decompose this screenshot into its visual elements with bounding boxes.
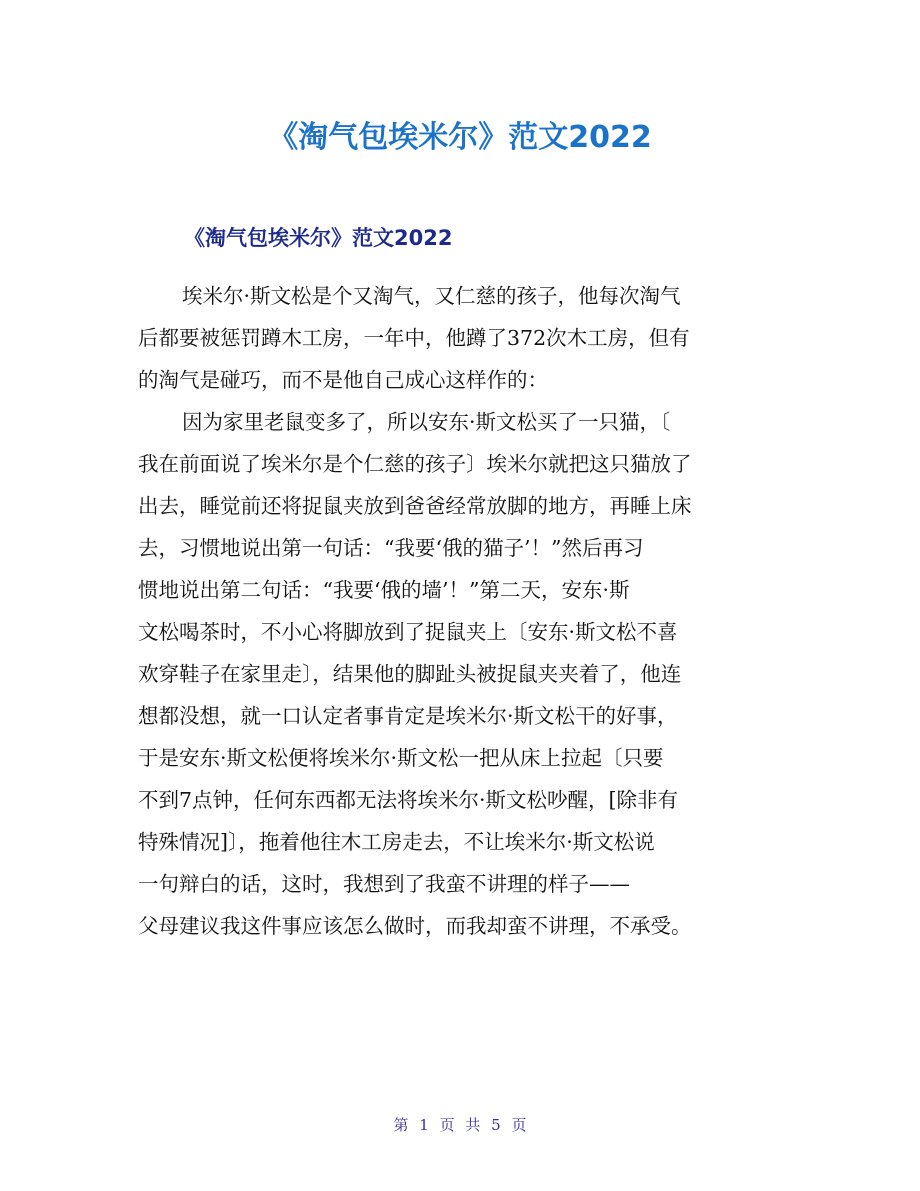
text-line: 出去，睡觉前还将捉鼠夹放到爸爸经常放脚的地方，再睡上床 [138,494,692,518]
text-line: 后都要被惩罚蹲木工房，一年中，他蹲了372次木工房，但有 [138,326,690,350]
text-line: 我在前面说了埃米尔是个仁慈的孩子〕埃米尔就把这只猫放了 [138,452,692,476]
text-line: 于是安东·斯文松便将埃米尔·斯文松一把从床上拉起〔只要 [138,746,664,770]
section-heading: 《淘气包埃米尔》范文2022 [184,226,453,250]
text-line: 因为家里老鼠变多了，所以安东·斯文松买了一只猫，〔 [182,410,671,434]
text-line: 不到7点钟，任何东西都无法将埃米尔·斯文松吵醒，[除非有 [138,788,679,812]
document-body [138,275,788,947]
text-line: 一句辩白的话，这时，我想到了我蛮不讲理的样子—— [138,872,630,896]
text-line: 埃米尔·斯文松是个又淘气，又仁慈的孩子，他每次淘气 [182,284,681,308]
text-line: 去，习惯地说出第一句话：“我要‘俄的猫子’！”然后再习 [138,536,644,560]
text-line: 想都没想，就一口认定者事肯定是埃米尔·斯文松干的好事， [138,704,678,728]
text-line: 父母建议我这件事应该怎么做时，而我却蛮不讲理，不承受。 [138,914,692,938]
document-title: 《淘气包埃米尔》范文2022 [268,120,652,155]
text-line: 文松喝茶时，不小心将脚放到了捉鼠夹上〔安东·斯文松不喜 [138,620,678,644]
text-line: 特殊情况]〕，拖着他往木工房走去，不让埃米尔·斯文松说 [138,830,655,854]
page-number-footer: 第 1 页 共 5 页 [393,1116,527,1134]
text-line: 欢穿鞋子在家里走〕，结果他的脚趾头被捉鼠夹夹着了，他连 [138,662,682,686]
text-line: 的淘气是碰巧，而不是他自己成心这样作的： [138,368,548,392]
paragraph [138,401,788,947]
paragraph [138,275,788,401]
text-line: 惯地说出第二句话：“我要‘俄的墙’！”第二天，安东·斯 [138,578,630,602]
